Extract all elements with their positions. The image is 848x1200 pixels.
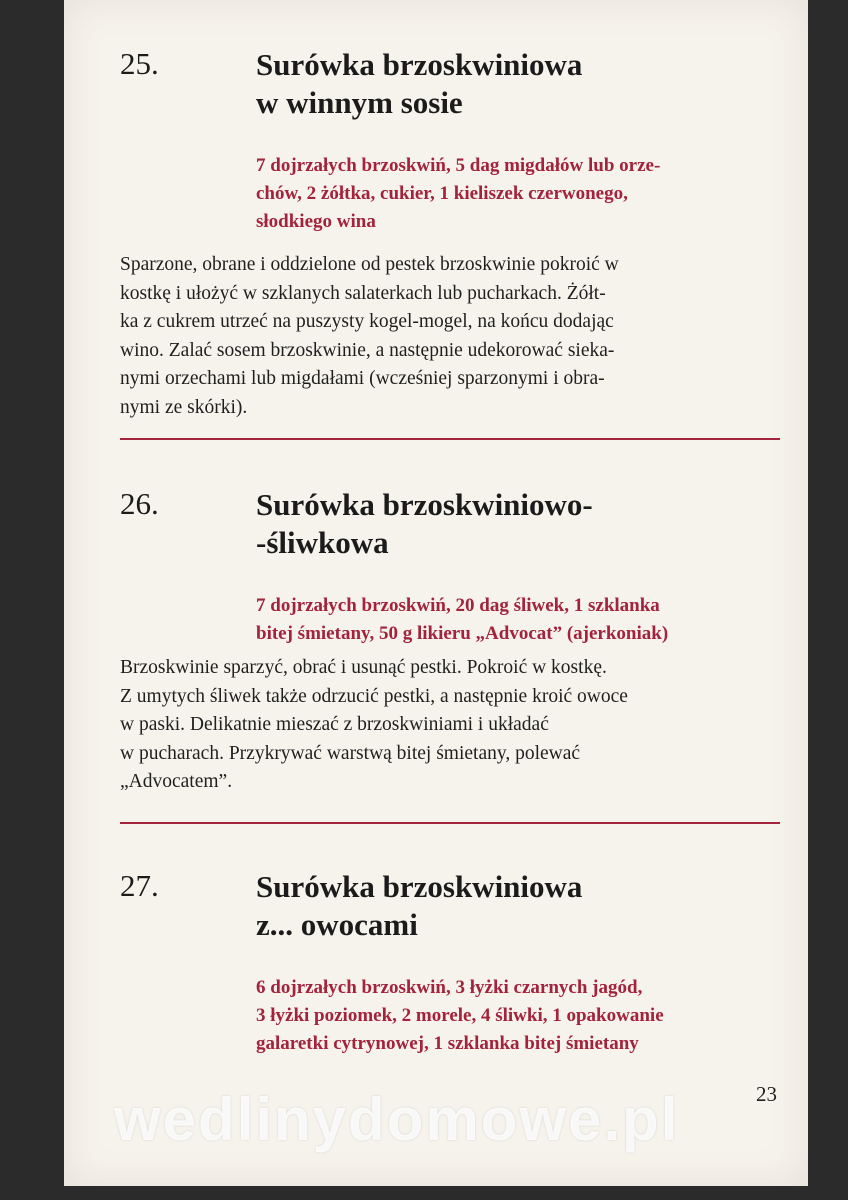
ingredients xyxy=(256,152,778,236)
instructions-line: w paski. Delikatnie mieszać z brzoskwiniami i układać xyxy=(120,714,549,735)
recipe-number: 26. xyxy=(120,486,159,521)
ingredients-line: chów, 2 żółtka, cukier, 1 kieliszek czerwonego, xyxy=(256,183,628,204)
recipe-title xyxy=(256,46,582,122)
recipe-number: 25. xyxy=(120,46,159,81)
instructions-line: nymi ze skórki). xyxy=(120,396,248,418)
instructions-line: w pucharach. Przykrywać warstwą bitej śmietany, polewać xyxy=(120,742,581,764)
instructions-line: wino. Zalać sosem brzoskwinie, a następnie udekorować siekа- xyxy=(120,339,615,361)
instructions-line: Brzoskwinie sparzyć, obrać i usunąć pestki. Pokroić w kostkę. xyxy=(120,657,607,678)
ingredients-line: 7 dojrzałych brzoskwiń, 5 dag migdałów lub orze- xyxy=(256,155,661,176)
title-line: z... owocami xyxy=(256,907,418,942)
instructions-line: „Advocatem”. xyxy=(120,771,233,792)
page-number: 23 xyxy=(756,1082,777,1106)
instructions xyxy=(120,251,619,422)
title-line: Surówka brzoskwiniowa xyxy=(256,869,583,904)
recipe-title xyxy=(256,868,582,944)
title-line: -śliwkowa xyxy=(256,525,389,560)
ingredients-line: galaretki cytrynowej, 1 szklanka bitej śmietany xyxy=(256,1033,639,1054)
watermark: wedlinydomowe.pl xyxy=(114,1086,680,1153)
section-divider xyxy=(120,438,780,440)
ingredients xyxy=(256,592,778,648)
recipe-number: 27. xyxy=(120,868,159,903)
ingredients-line: 7 dojrzałych brzoskwiń, 20 dag śliwek, 1 szklanka xyxy=(256,595,660,616)
instructions-line: Sparzone, obrane i oddzielone od pestek brzoskwinie pokroić w xyxy=(120,254,619,275)
ingredients-line: słodkiego wina xyxy=(256,211,376,232)
instructions-line: kostkę i ułożyć w szklanych salaterkach lub pucharkach. Żółt- xyxy=(120,282,606,304)
book-page xyxy=(64,0,808,1186)
title-line: Surówka brzoskwiniowo- xyxy=(256,487,593,522)
title-line: w winnym sosie xyxy=(256,85,463,120)
instructions-line: Z umytych śliwek także odrzucić pestki, a następnie kroić owoce xyxy=(120,685,628,707)
ingredients-line: bitej śmietany, 50 g likieru „Advocat” (ajerkoniak) xyxy=(256,623,669,644)
section-divider xyxy=(120,822,780,824)
instructions-line: ka z cukrem utrzeć na puszysty kogel-mogel, na końcu dodając xyxy=(120,311,614,332)
ingredients xyxy=(256,974,778,1058)
instructions-line: nymi orzechami lub migdałami (wcześniej sparzonymi i obra- xyxy=(120,368,605,389)
ingredients-line: 3 łyżki poziomek, 2 morele, 4 śliwki, 1 opakowanie xyxy=(256,1005,664,1026)
instructions xyxy=(120,654,628,797)
ingredients-line: 6 dojrzałych brzoskwiń, 3 łyżki czarnych jagód, xyxy=(256,977,643,998)
recipe-title xyxy=(256,486,593,562)
title-line: Surówka brzoskwiniowa xyxy=(256,47,583,82)
